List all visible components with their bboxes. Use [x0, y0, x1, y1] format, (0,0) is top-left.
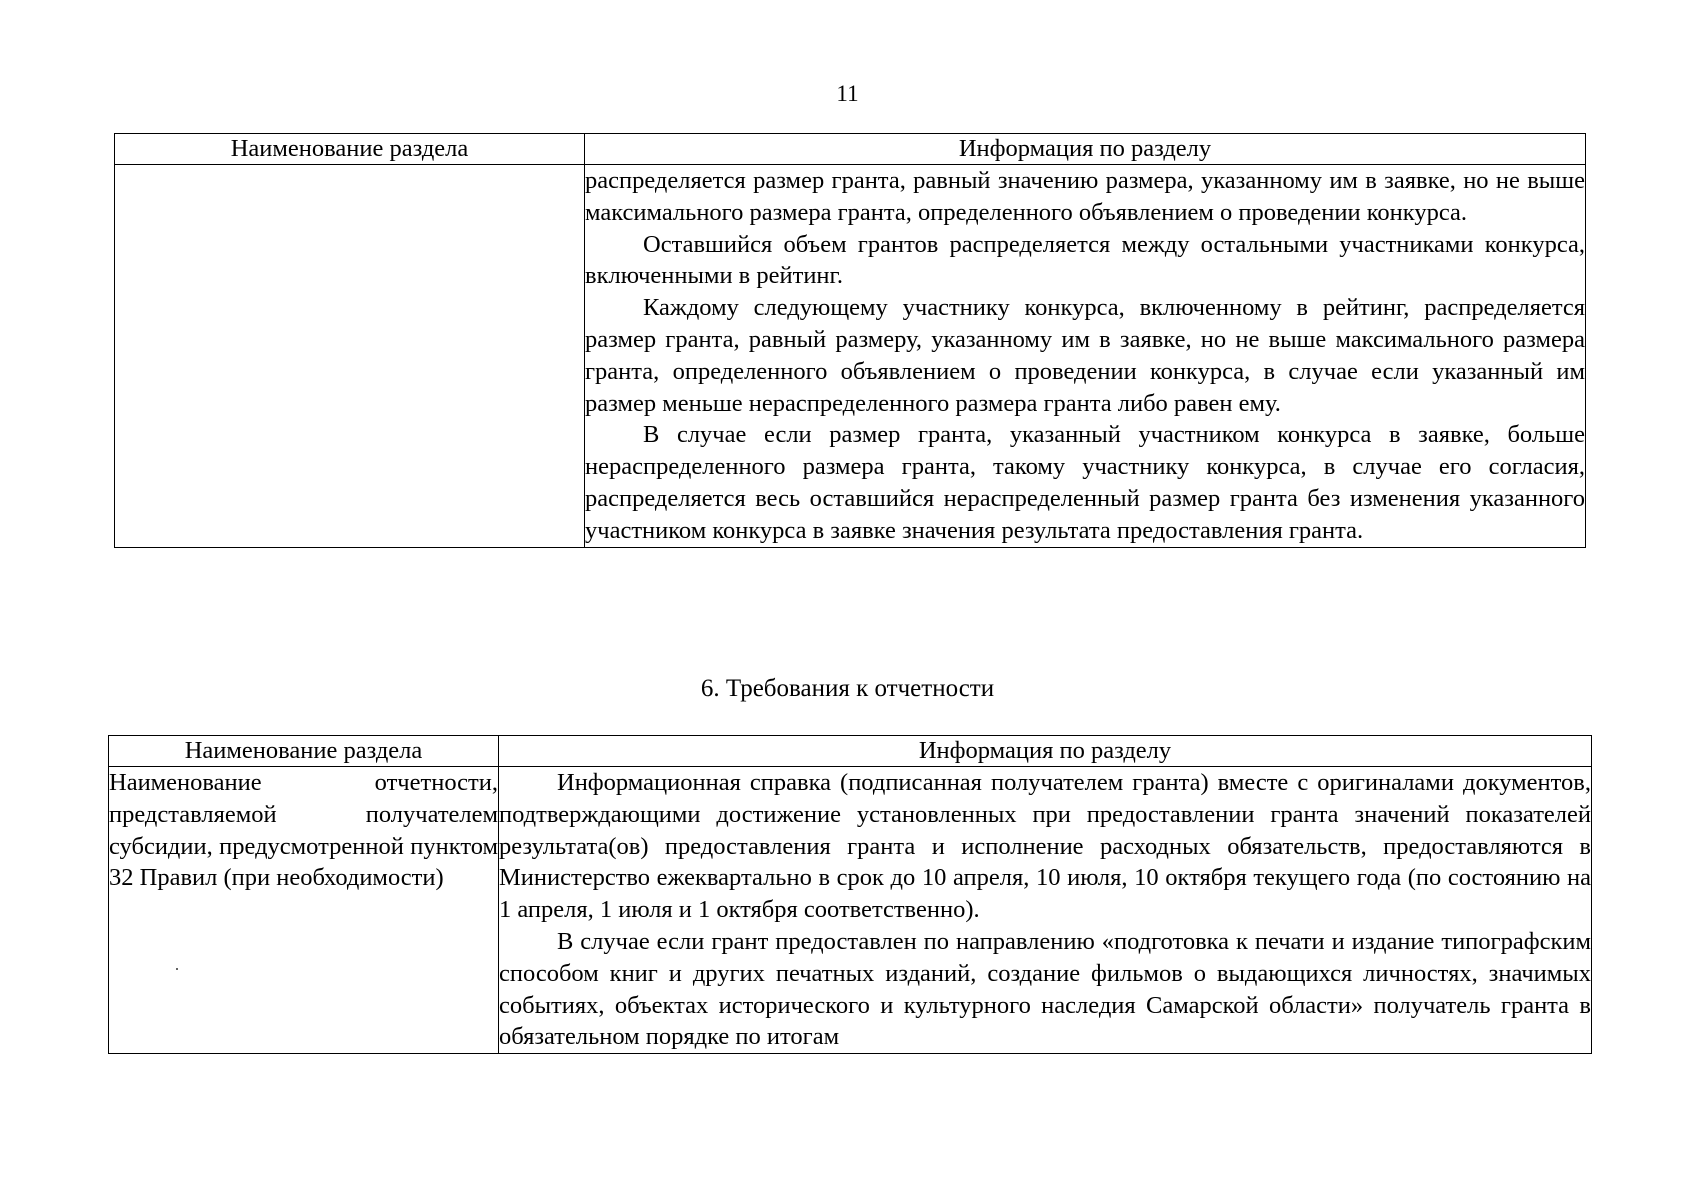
table-header-row [115, 134, 1586, 165]
paragraph: Каждому следующему участнику конкурса, включенному в рейтинг, распределяется размер гранта, равный размеру, указанному им в заявке, но не выше максимального размера гранта, определенного объявлением о проведении конкурса, в случае если указанный им размер меньше нераспределенного размера гранта либо равен ему. [585, 294, 1585, 417]
section-name-cell [115, 165, 585, 548]
section-title: 6. Требования к отчетности [700, 675, 995, 702]
reporting-requirements-table [108, 735, 1592, 1054]
paragraph: Оставшийся объем грантов распределяется между остальными участниками конкурса, включенными в рейтинг. [585, 230, 1585, 290]
header-section-name: Наименование раздела [115, 134, 585, 165]
paragraph: распределяется размер гранта, равный значению размера, указанному им в заявке, но не выше максимального размера гранта, определенного объявлением о проведении конкурса. [585, 167, 1585, 226]
paragraph: Информационная справка (подписанная получателем гранта) вместе с оригиналами документов, подтверждающими достижение установленных при предоставлении гранта значений показателей результата(ов) предоставления гранта и исполнение расходных обязательств, предоставляются в Министерство ежеквартально в срок до 10 апреля, 10 июля, 10 октября текущего года (по состоянию на 1 апреля, 1 июля и 1 октября соответственно). [499, 769, 1591, 924]
scan-speck [176, 968, 178, 970]
paragraph: В случае если грант предоставлен по направлению «подготовка к печати и издание типографским способом книг и других печатных изданий, создание фильмов о выдающихся личностях, значимых событиях, объектах исторического и культурного наследия Самарской области» получатель гранта в обязательном порядке по итогам [499, 927, 1591, 1051]
table-row [109, 767, 1592, 1054]
header-section-info: Информация по разделу [585, 134, 1586, 165]
table-header-row [109, 736, 1592, 767]
section-5-continuation-table [114, 133, 1586, 548]
section-info-cell [499, 767, 1592, 1054]
page-number: 11 [836, 81, 859, 106]
table-row [115, 165, 1586, 548]
header-section-info: Информация по разделу [499, 736, 1592, 767]
paragraph: В случае если размер гранта, указанный участником конкурса в заявке, больше нераспределенного размера гранта, такому участнику конкурса, в случае его согласия, распределяется весь оставшийся нераспределенный размер гранта без изменения указанного участником конкурса в заявке значения результата предоставления гранта. [585, 421, 1585, 544]
header-section-name: Наименование раздела [109, 736, 499, 767]
section-info-cell [585, 165, 1586, 548]
section-name-cell: Наименование отчетности, представляемой получателем субсидии, предусмотренной пунктом 32 Правил (при необходимости) [109, 767, 499, 1054]
